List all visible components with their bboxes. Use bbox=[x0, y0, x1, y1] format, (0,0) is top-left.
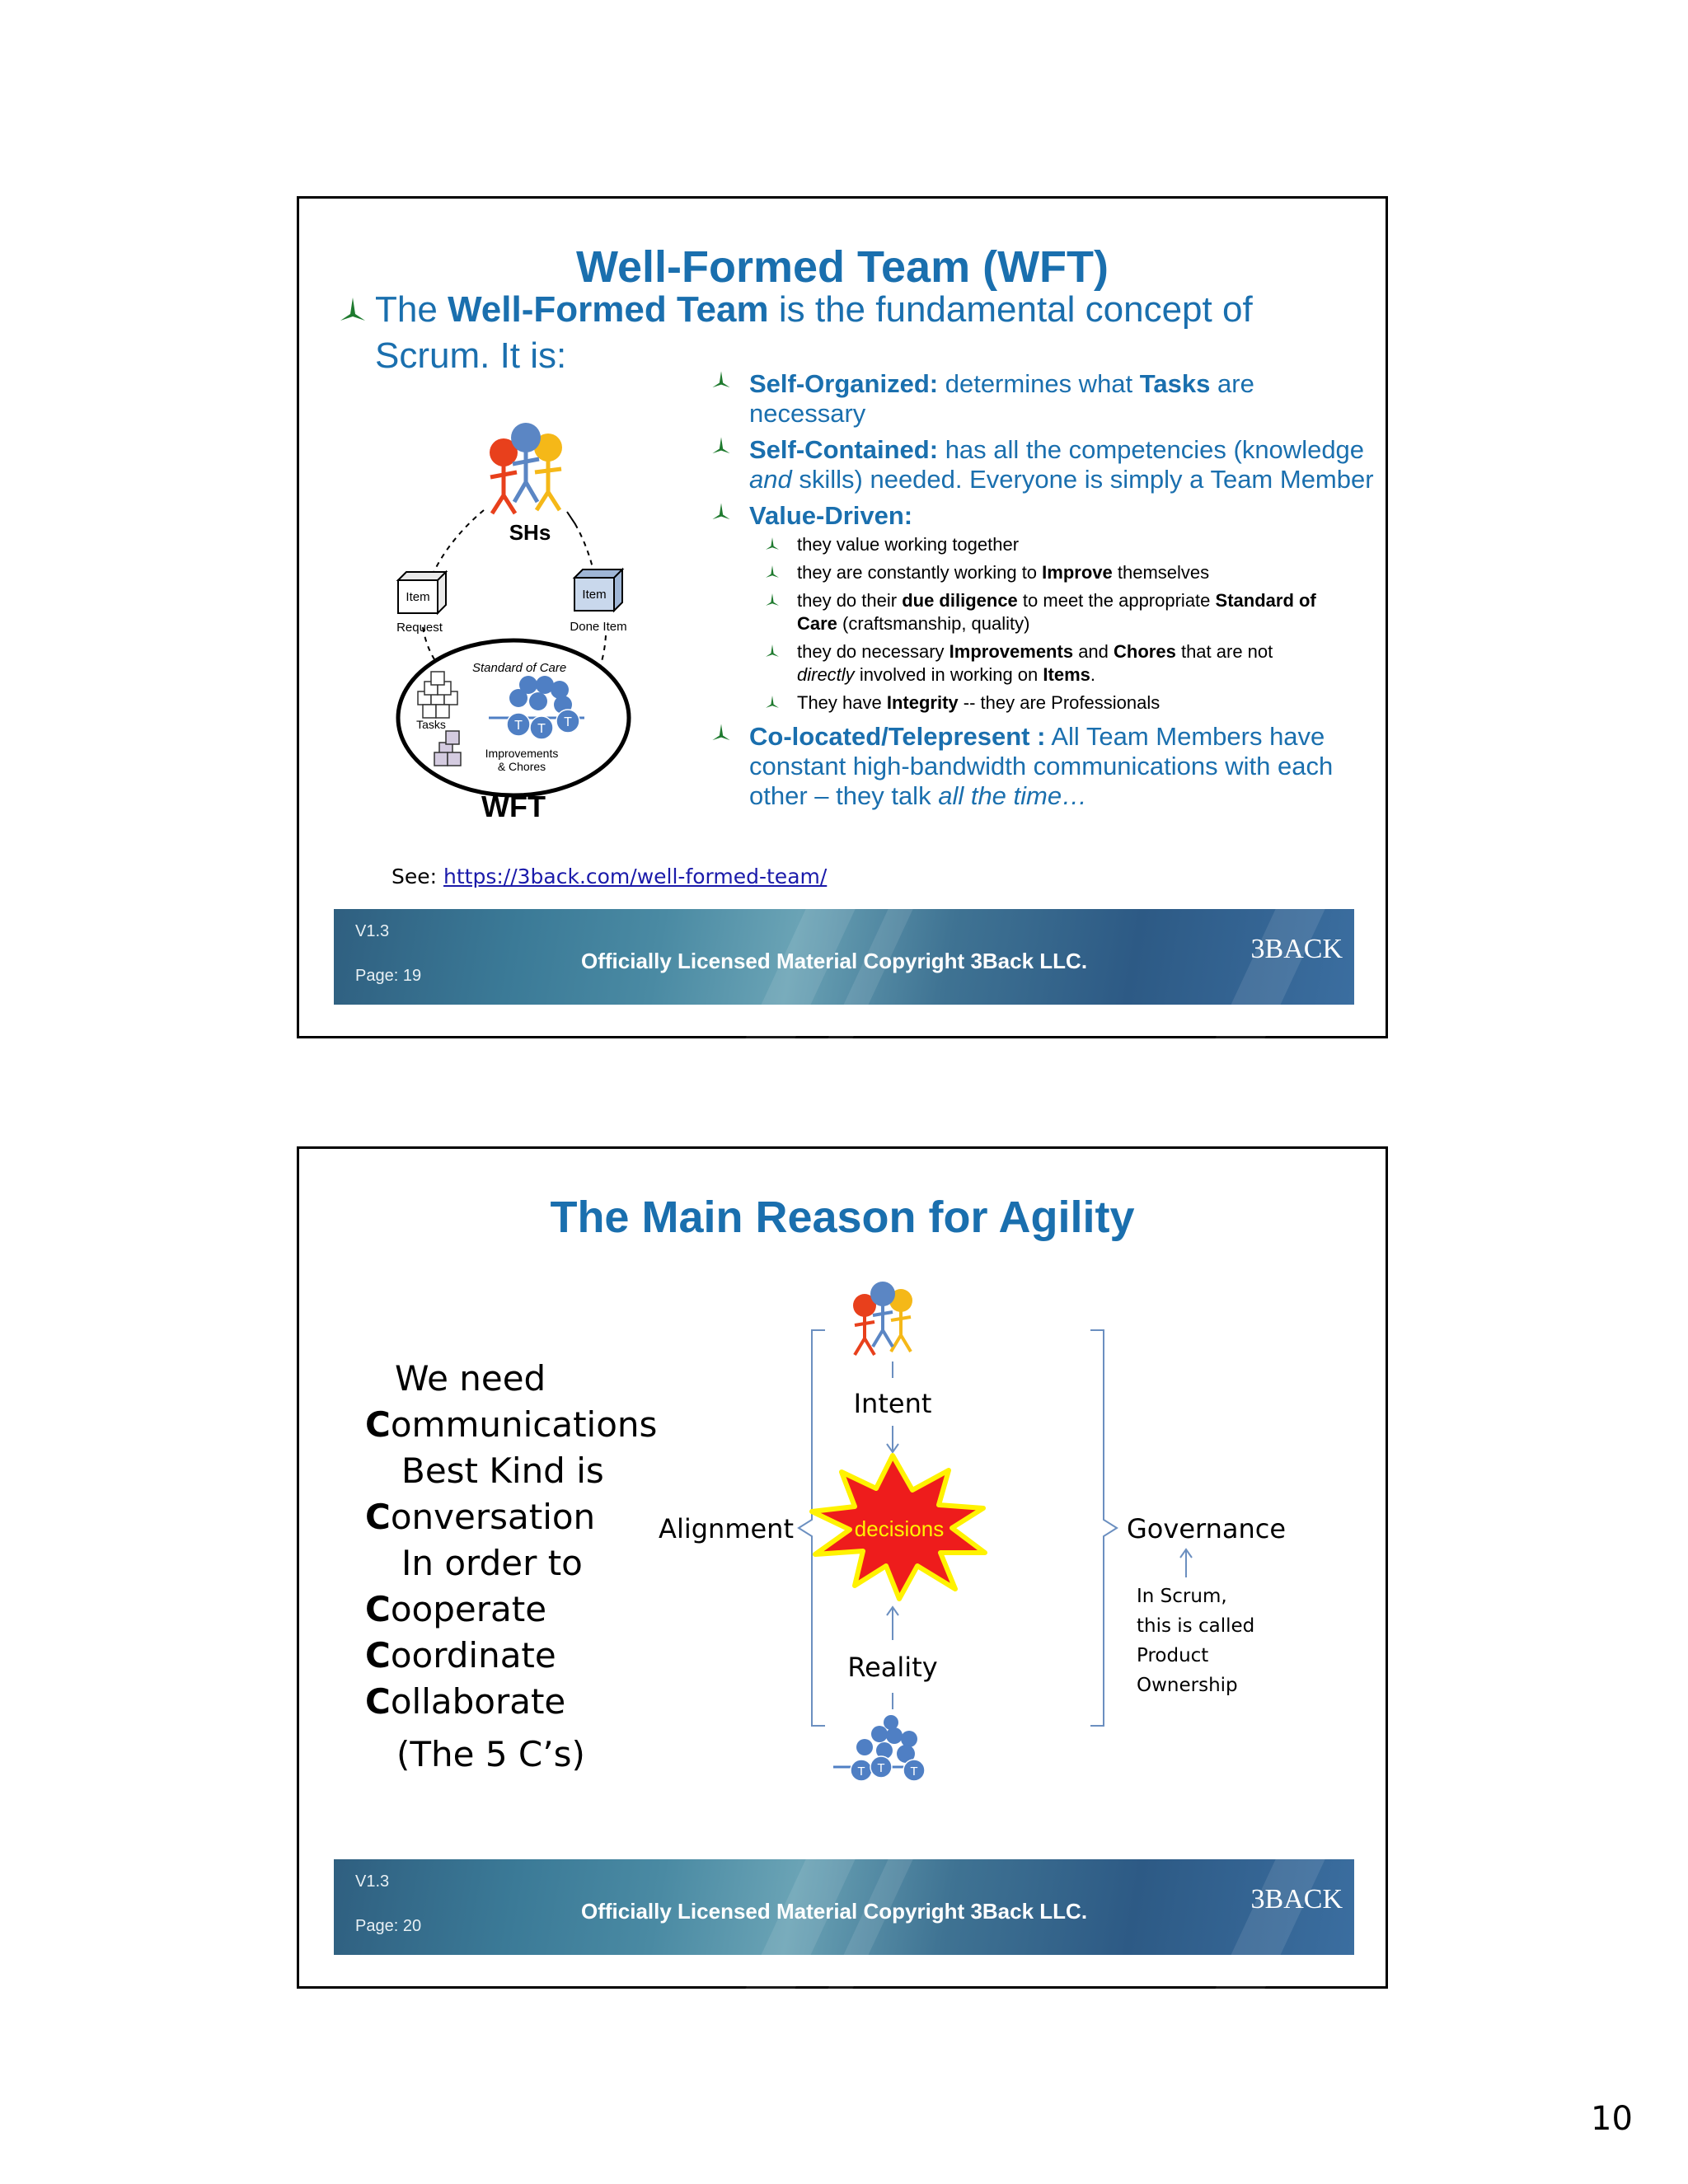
see-link[interactable]: https://3back.com/well-formed-team/ bbox=[443, 865, 828, 888]
chores-label: & Chores bbox=[497, 760, 546, 773]
sub-bullet-4-line2: directly involved in working on Items. bbox=[797, 664, 1096, 685]
3back-logo: 3BACK bbox=[1250, 934, 1343, 964]
text-line: In order to bbox=[401, 1543, 583, 1583]
footer-streak bbox=[1214, 893, 1333, 1041]
footer-streak bbox=[1214, 1843, 1333, 1991]
up-arrow-icon bbox=[887, 1607, 898, 1640]
footer-banner bbox=[334, 1859, 1354, 1955]
up-arrow-icon bbox=[1180, 1549, 1192, 1577]
stakeholders-icon bbox=[490, 423, 562, 513]
page-number: 10 bbox=[1591, 2100, 1633, 2138]
decisions-label: decisions bbox=[854, 1516, 945, 1541]
reality-label: Reality bbox=[847, 1652, 938, 1683]
text-line: Collaborate bbox=[365, 1681, 566, 1722]
arrowhead bbox=[567, 512, 575, 524]
footer-banner bbox=[334, 909, 1354, 1005]
team-t-label: T bbox=[514, 719, 523, 733]
governance-label: Governance bbox=[1127, 1513, 1287, 1544]
left-bracket bbox=[799, 1330, 825, 1726]
bullet-self-contained-line2: and skills) needed. Everyone is simply a Team Member bbox=[749, 465, 1374, 494]
version-label: V1.3 bbox=[355, 1872, 390, 1891]
scrum-note-line: Ownership bbox=[1137, 1675, 1238, 1696]
sub-bullet-3: they do their due diligence to meet the appropriate Standard of bbox=[797, 590, 1316, 611]
bullet-icon bbox=[711, 723, 731, 743]
bullet-icon bbox=[339, 296, 367, 324]
team-t-label: T bbox=[857, 1765, 865, 1779]
slide-title: The Main Reason for Agility bbox=[550, 1193, 1135, 1242]
slide-main-reason-for-agility bbox=[297, 1146, 1388, 1989]
bullet-icon bbox=[765, 537, 780, 551]
intro-text: The Well-Formed Team is the fundamental concept of bbox=[375, 289, 1253, 330]
bullet-self-contained: Self-Contained: has all the competencies (knowledge bbox=[749, 435, 1365, 464]
improvements-label: Improvements bbox=[485, 747, 559, 760]
intro-text-line2: Scrum. It is: bbox=[375, 335, 567, 376]
bullet-icon bbox=[765, 593, 780, 607]
scrum-note-line: Product bbox=[1137, 1645, 1209, 1666]
shs-label: SHs bbox=[509, 520, 551, 545]
copyright-text: Officially Licensed Material Copyright 3Back LLC. bbox=[581, 949, 1088, 973]
bullet-icon bbox=[711, 502, 731, 522]
scrum-note-line: this is called bbox=[1137, 1615, 1255, 1637]
right-bracket bbox=[1090, 1330, 1117, 1726]
dashed-arrow bbox=[431, 510, 484, 578]
bullet-icon bbox=[765, 565, 780, 579]
done-item-label: Done Item bbox=[570, 620, 627, 634]
bullet-icon bbox=[711, 370, 731, 390]
sub-bullet-1: they value working together bbox=[797, 534, 1020, 555]
3back-logo: 3BACK bbox=[1250, 1884, 1343, 1915]
page-label: Page: 20 bbox=[355, 1917, 422, 1935]
wft-diagram bbox=[396, 380, 711, 823]
stakeholders-icon bbox=[853, 1282, 912, 1355]
bullet-value-driven: Value-Driven: bbox=[749, 501, 913, 530]
standard-of-care-label: Standard of Care bbox=[472, 661, 567, 675]
text-line: (The 5 C’s) bbox=[396, 1734, 585, 1774]
copyright-text: Officially Licensed Material Copyright 3Back LLC. bbox=[581, 1899, 1088, 1924]
item-left-label: Item bbox=[406, 590, 430, 604]
slide-title: Well-Formed Team (WFT) bbox=[576, 242, 1109, 292]
version-label: V1.3 bbox=[355, 922, 390, 940]
alignment-label: Alignment bbox=[659, 1513, 794, 1544]
intent-label: Intent bbox=[853, 1388, 932, 1419]
sub-bullet-4: they do necessary Improvements and Chores that are not bbox=[797, 641, 1273, 662]
text-line: Communications bbox=[365, 1404, 658, 1445]
bullet-icon bbox=[765, 695, 780, 710]
scrum-note-line: In Scrum, bbox=[1137, 1586, 1227, 1607]
team-t-label: T bbox=[877, 1761, 885, 1775]
team-t-label: T bbox=[537, 722, 546, 736]
bullet-icon bbox=[711, 436, 731, 456]
text-line: Conversation bbox=[365, 1497, 596, 1537]
bullet-colocated: Co-located/Telepresent : All Team Members have bbox=[749, 722, 1325, 751]
text-line: Coordinate bbox=[365, 1635, 556, 1675]
text-line: Best Kind is bbox=[401, 1451, 604, 1491]
slide-well-formed-team bbox=[297, 196, 1388, 1038]
bullet-icon bbox=[765, 644, 780, 658]
dashed-arrow bbox=[573, 520, 594, 574]
see-note: See: https://3back.com/well-formed-team/ bbox=[392, 865, 828, 888]
bullet-colocated-line3: other – they talk all the time… bbox=[749, 781, 1088, 810]
request-label: Request bbox=[396, 621, 443, 635]
page-label: Page: 19 bbox=[355, 967, 422, 985]
bullet-self-organized: Self-Organized: determines what Tasks are bbox=[749, 369, 1254, 398]
sub-bullet-2: they are constantly working to Improve themselves bbox=[797, 562, 1210, 583]
text-line: We need bbox=[395, 1358, 546, 1399]
sub-bullet-3-line2: Care (craftsmanship, quality) bbox=[797, 613, 1030, 634]
bullet-colocated-line2: constant high-bandwidth communications with each bbox=[749, 752, 1334, 780]
sub-bullet-5: They have Integrity -- they are Professionals bbox=[797, 692, 1160, 713]
tasks-label: Tasks bbox=[416, 718, 446, 731]
wft-label: WFT bbox=[481, 790, 546, 823]
team-t-label: T bbox=[564, 715, 572, 729]
item-right-label: Item bbox=[582, 588, 607, 602]
down-arrow-icon bbox=[887, 1426, 898, 1452]
alignment-governance-diagram bbox=[659, 1264, 1387, 1858]
team-t-label: T bbox=[910, 1765, 918, 1779]
text-line: Cooperate bbox=[365, 1589, 547, 1629]
bullet-self-organized-line2: necessary bbox=[749, 399, 866, 428]
